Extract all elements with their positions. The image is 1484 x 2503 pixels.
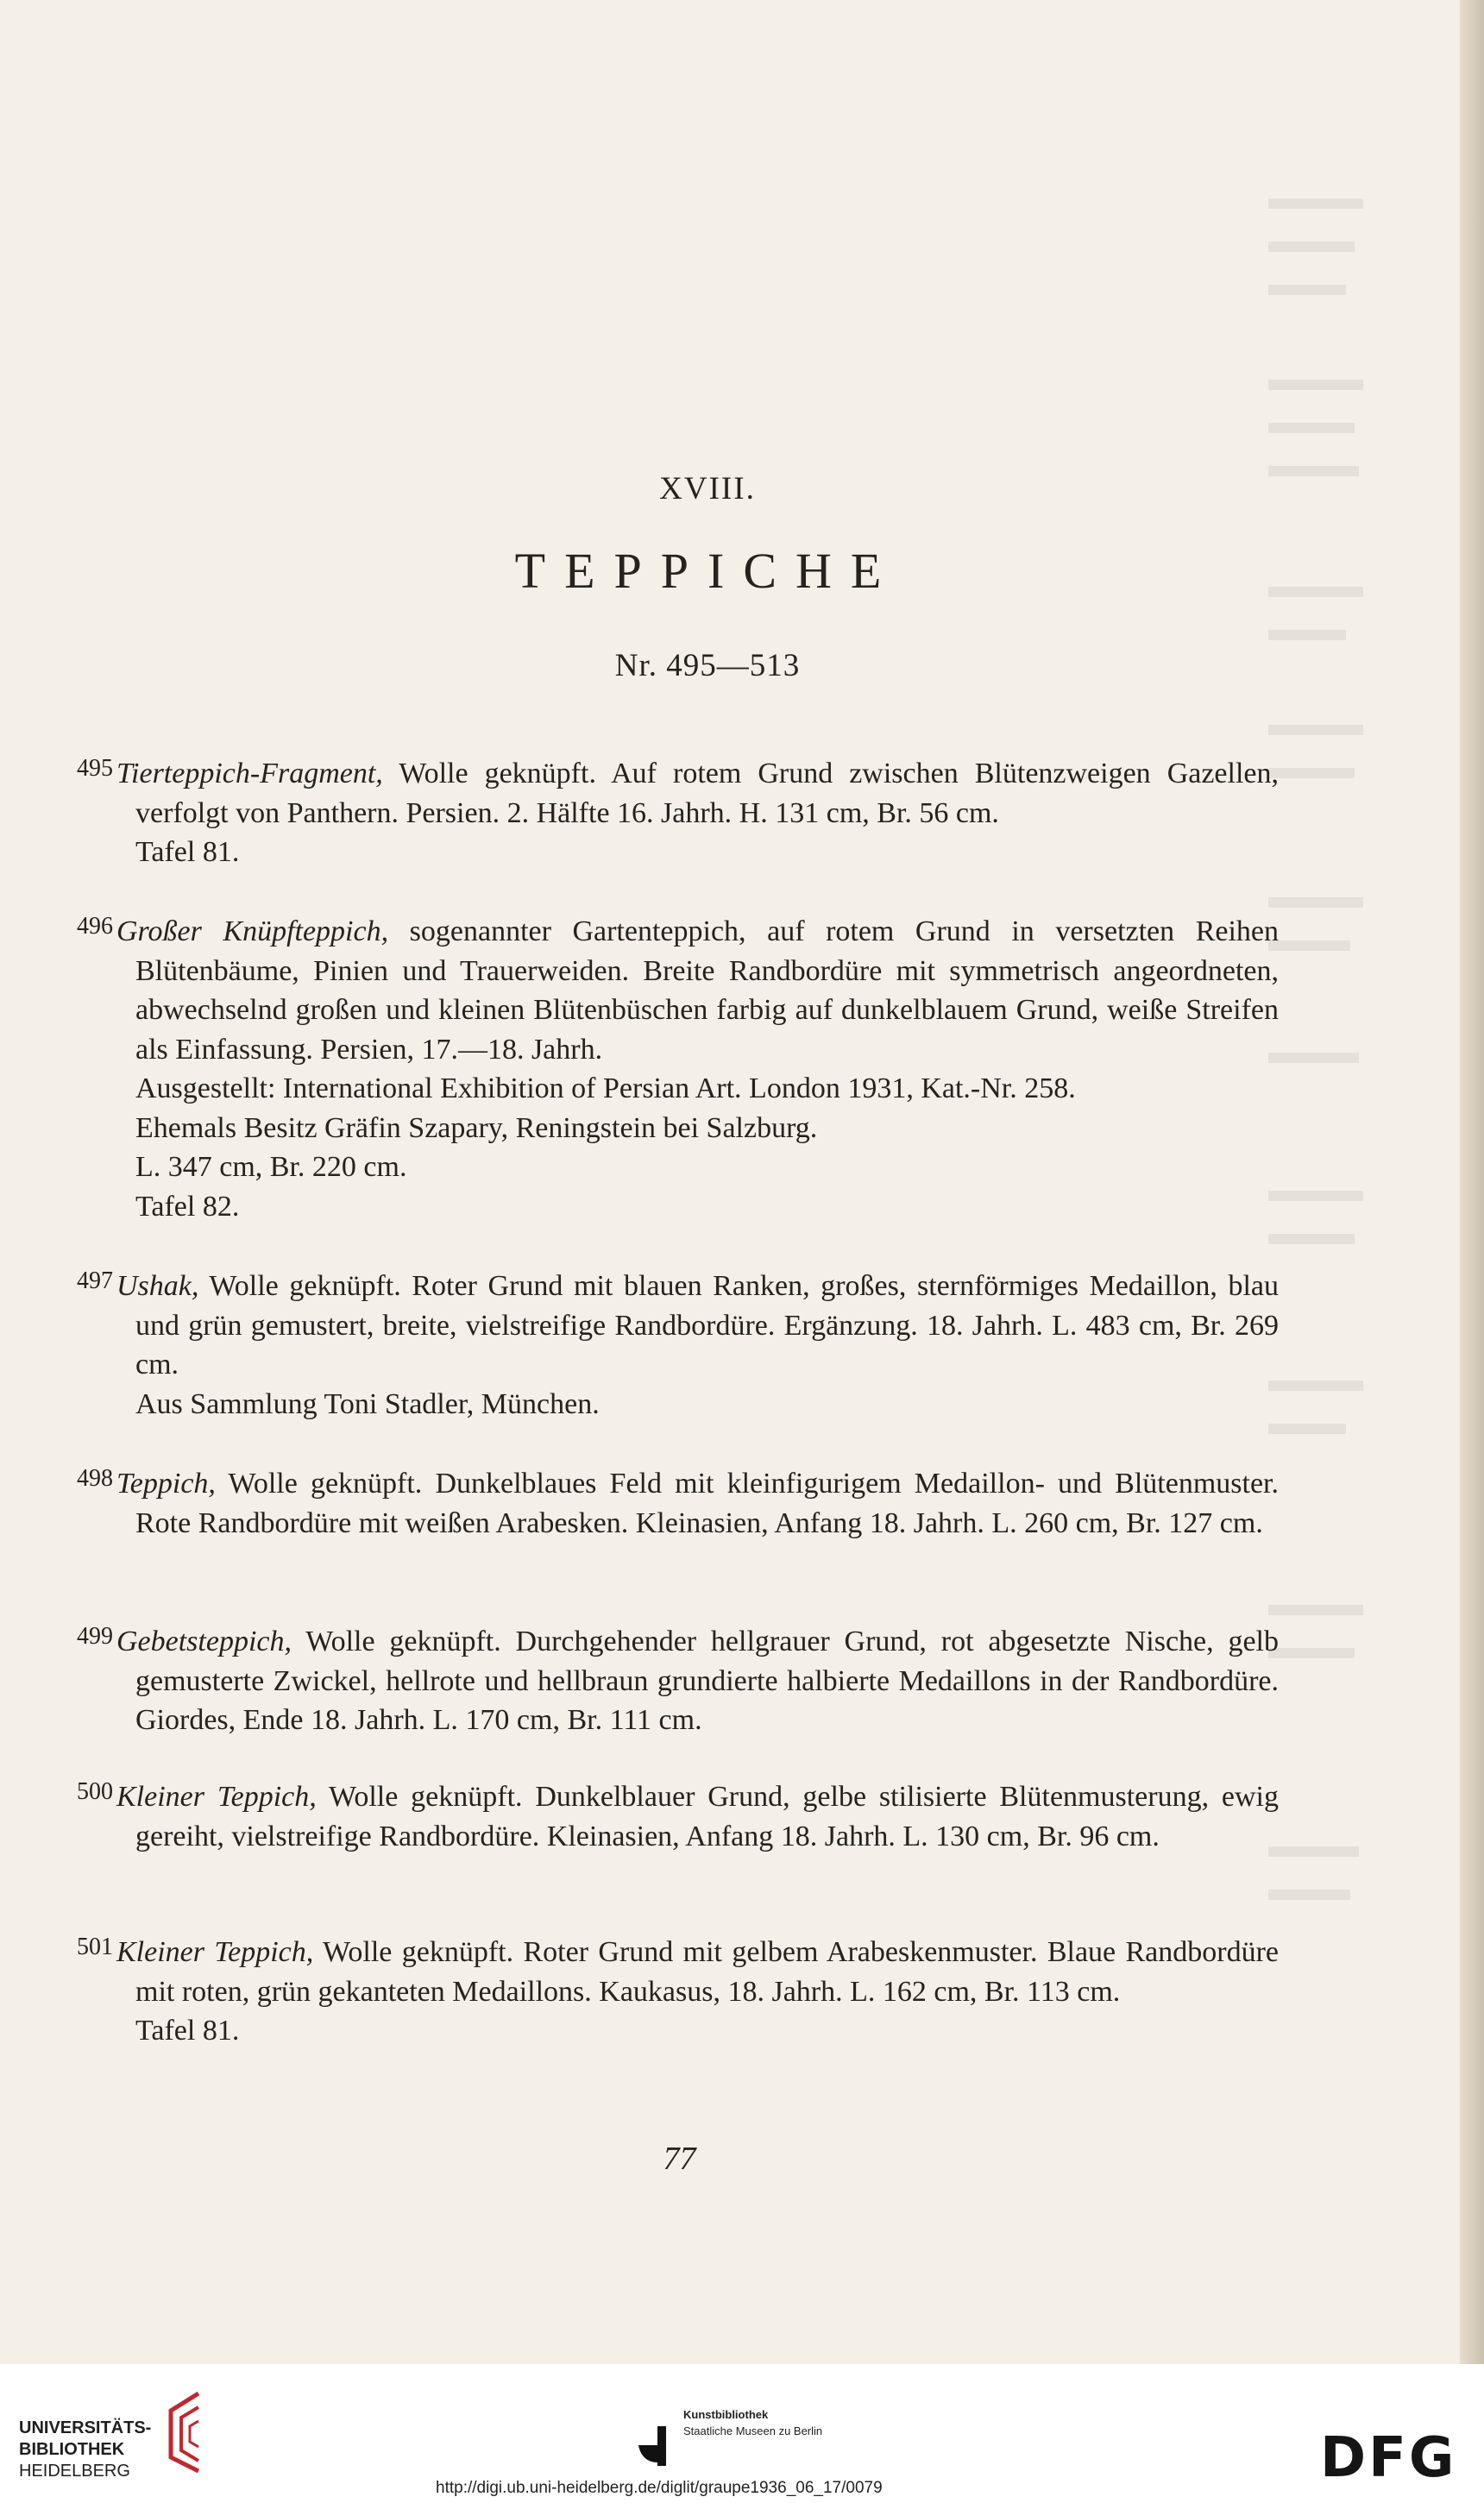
- catalog-entry: [77, 1267, 1279, 1424]
- entry-number: 497: [77, 1267, 113, 1294]
- entry-title: Ushak,: [116, 1270, 199, 1302]
- entry-number: 500: [77, 1778, 113, 1805]
- chapter-title: TEPPICHE: [514, 543, 901, 599]
- entry-title: Tierteppich-Fragment,: [116, 758, 383, 789]
- show-through-texture: [1268, 181, 1372, 2079]
- entry-provenance: Ehemals Besitz Gräfin Szapary, Reningstein bei Salzburg.: [135, 1111, 818, 1144]
- entry-description: Wolle geknüpft. Auf rotem Grund zwischen Blütenzweigen Gazellen, verfolgt von Panthern. Persien. 2. Hälfte 16. Jahrh. H. 131 cm, Br. 56 cm.: [135, 758, 1280, 829]
- entry-description: Wolle geknüpft. Roter Grund mit gelbem Arabeskenmuster. Blaue Randbordüre mit roten, grün gekanteten Medaillons. Kaukasus, 18. Jahrh. L. 162 cm, Br. 113 cm.: [135, 1936, 1280, 2008]
- entry-title: Kleiner Teppich,: [116, 1936, 314, 1968]
- entry-number: 496: [77, 913, 113, 940]
- entry-plate: Tafel 81.: [135, 836, 240, 868]
- university-library-label[interactable]: UNIVERSITÄTS- BIBLIOTHEK HEIDELBERG: [19, 2418, 152, 2481]
- entry-description: sogenannter Gartenteppich, auf rotem Grund in versetzten Reihen Blütenbäume, Pinien und Trauerweiden. Breite Randbordüre mit symmetrisch angeordneten, abwechselnd großen und kleinen Blütenbüschen farbig auf dunkelblauem Grund, weiße Streifen als Einfassung. Persien, 17.—18. Jahrh.: [135, 915, 1280, 1066]
- entry-number: 501: [77, 1934, 113, 1960]
- catalog-entry: [77, 754, 1280, 872]
- kunstbibliothek-logo-icon: [635, 2424, 676, 2468]
- catalog-entry: [77, 912, 1280, 1226]
- permalink-url[interactable]: http://digi.ub.uni-heidelberg.de/diglit/graupe1936_06_17/0079: [436, 2479, 883, 2497]
- entry-plate: Tafel 81.: [135, 2015, 240, 2047]
- dfg-logo[interactable]: DFG: [1320, 2426, 1457, 2490]
- entry-number: 495: [77, 755, 113, 782]
- entry-exhibition: Ausgestellt: International Exhibition of Persian Art. London 1931, Kat.-Nr. 258.: [135, 1072, 1076, 1104]
- university-library-logo-icon: [164, 2390, 205, 2475]
- entry-description: Wolle geknüpft. Roter Grund mit blauen Ranken, großes, sternförmiges Medaillon, blau und grün gemustert, breite, vielstreifige Randbordüre. Ergänzung. 18. Jahrh. L. 483 cm, Br. 269 cm.: [135, 1270, 1279, 1380]
- entry-title: Teppich,: [116, 1468, 216, 1500]
- entry-dimensions: L. 347 cm, Br. 220 cm.: [135, 1151, 407, 1183]
- entry-number: 499: [77, 1623, 113, 1650]
- entry-plate: Tafel 82.: [135, 1190, 240, 1223]
- entry-description: Wolle geknüpft. Durchgehender hellgrauer Grund, rot abgesetzte Nische, gelb gemusterte Zwickel, hellrote und hellbraun grundierte halbierte Medaillons in der Randbordüre. Giordes, Ende 18. Jahrh. L. 170 cm, Br. 111 cm.: [135, 1626, 1279, 1736]
- catalog-range: Nr. 495—513: [614, 648, 801, 683]
- entry-number: 498: [77, 1465, 113, 1492]
- catalog-entry: [77, 1777, 1279, 1856]
- kunstbibliothek-label[interactable]: Kunstbibliothek Staatliche Museen zu Berlin: [683, 2408, 823, 2437]
- entry-title: Gebetsteppich,: [116, 1626, 292, 1657]
- page-edge: [1460, 0, 1484, 2364]
- entry-provenance: Aus Sammlung Toni Stadler, München.: [135, 1387, 600, 1420]
- catalog-entry: [77, 1464, 1279, 1543]
- catalog-entry: [77, 1933, 1280, 2051]
- chapter-number: XVIII.: [659, 471, 756, 506]
- page-number: 77: [663, 2141, 696, 2177]
- digitization-footer: [0, 2364, 1484, 2503]
- entry-title: Großer Knüpfteppich,: [116, 915, 389, 947]
- entry-description: Wolle geknüpft. Dunkelblaues Feld mit kleinfigurigem Medaillon- und Blütenmuster. Rote Randbordüre mit weißen Arabesken. Kleinasien, Anfang 18. Jahrh. L. 260 cm, Br. 127 cm.: [135, 1468, 1279, 1539]
- catalog-entry: [77, 1622, 1279, 1740]
- entry-title: Kleiner Teppich,: [116, 1781, 317, 1813]
- entry-description: Wolle geknüpft. Dunkelblauer Grund, gelbe stilisierte Blütenmusterung, ewig gereiht, vielstreifige Randbordüre. Kleinasien, Anfang 18. Jahrh. L. 130 cm, Br. 96 cm.: [135, 1781, 1279, 1852]
